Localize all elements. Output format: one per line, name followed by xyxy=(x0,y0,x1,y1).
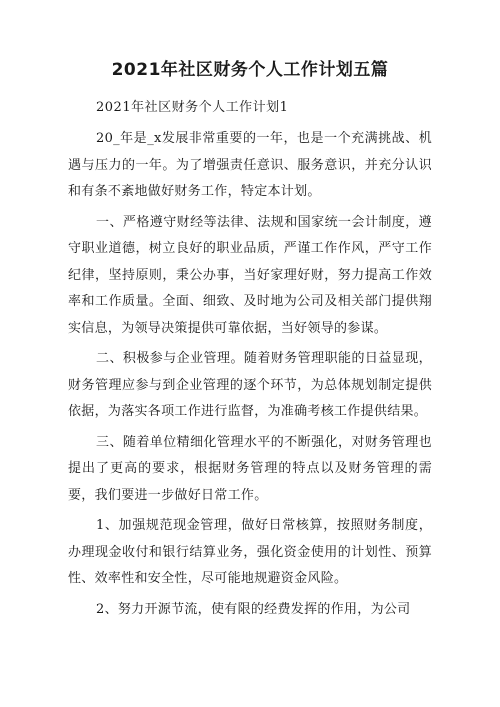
document-subtitle: 2021年社区财务个人工作计划1 xyxy=(96,100,289,115)
paragraph: 2、努力开源节流，使有限的经费发挥的作用，为公司 xyxy=(96,601,411,617)
paragraph: 三、随着单位精细化管理水平的不断强化，对财务管理也提出了更高的要求，根据财务管理的特点以及财务管理的需要，我们要进一步做好日常工作。 xyxy=(68,434,432,503)
paragraph: 1、加强规范现金管理，做好日常核算，按照财务制度，办理现金收付和银行结算业务，强化资金使用的计划性、预算性、效率性和安全性，尽可能地规避资金风险。 xyxy=(68,518,432,586)
paragraph: 二、积极参与企业管理。随着财务管理职能的日益显现，财务管理应参与到企业管理的逐个环节，为总体规划制定提供依据，为落实各项工作进行监督，为准确考核工作提供结果。 xyxy=(68,351,432,419)
paragraph: 20_年是_x发展非常重要的一年，也是一个充满挑战、机遇与压力的一年。为了增强责任意识、服务意识，并充分认识和有条不紊地做好财务工作，特定本计划。 xyxy=(68,131,432,199)
paragraph: 一、严格遵守财经等法律、法规和国家统一会计制度，遵守职业道德，树立良好的职业品质，严谨工作作风，严守工作纪律，坚持原则，秉公办事，当好家理好财，努力提高工作效率和工作质量。全面、细致、及时地为公司及相关部门提供翔实信息，为领导决策提供可靠依据，当好领导的参谋。 xyxy=(68,214,432,336)
document-title: 2021年社区财务个人工作计划五篇 xyxy=(111,60,389,80)
